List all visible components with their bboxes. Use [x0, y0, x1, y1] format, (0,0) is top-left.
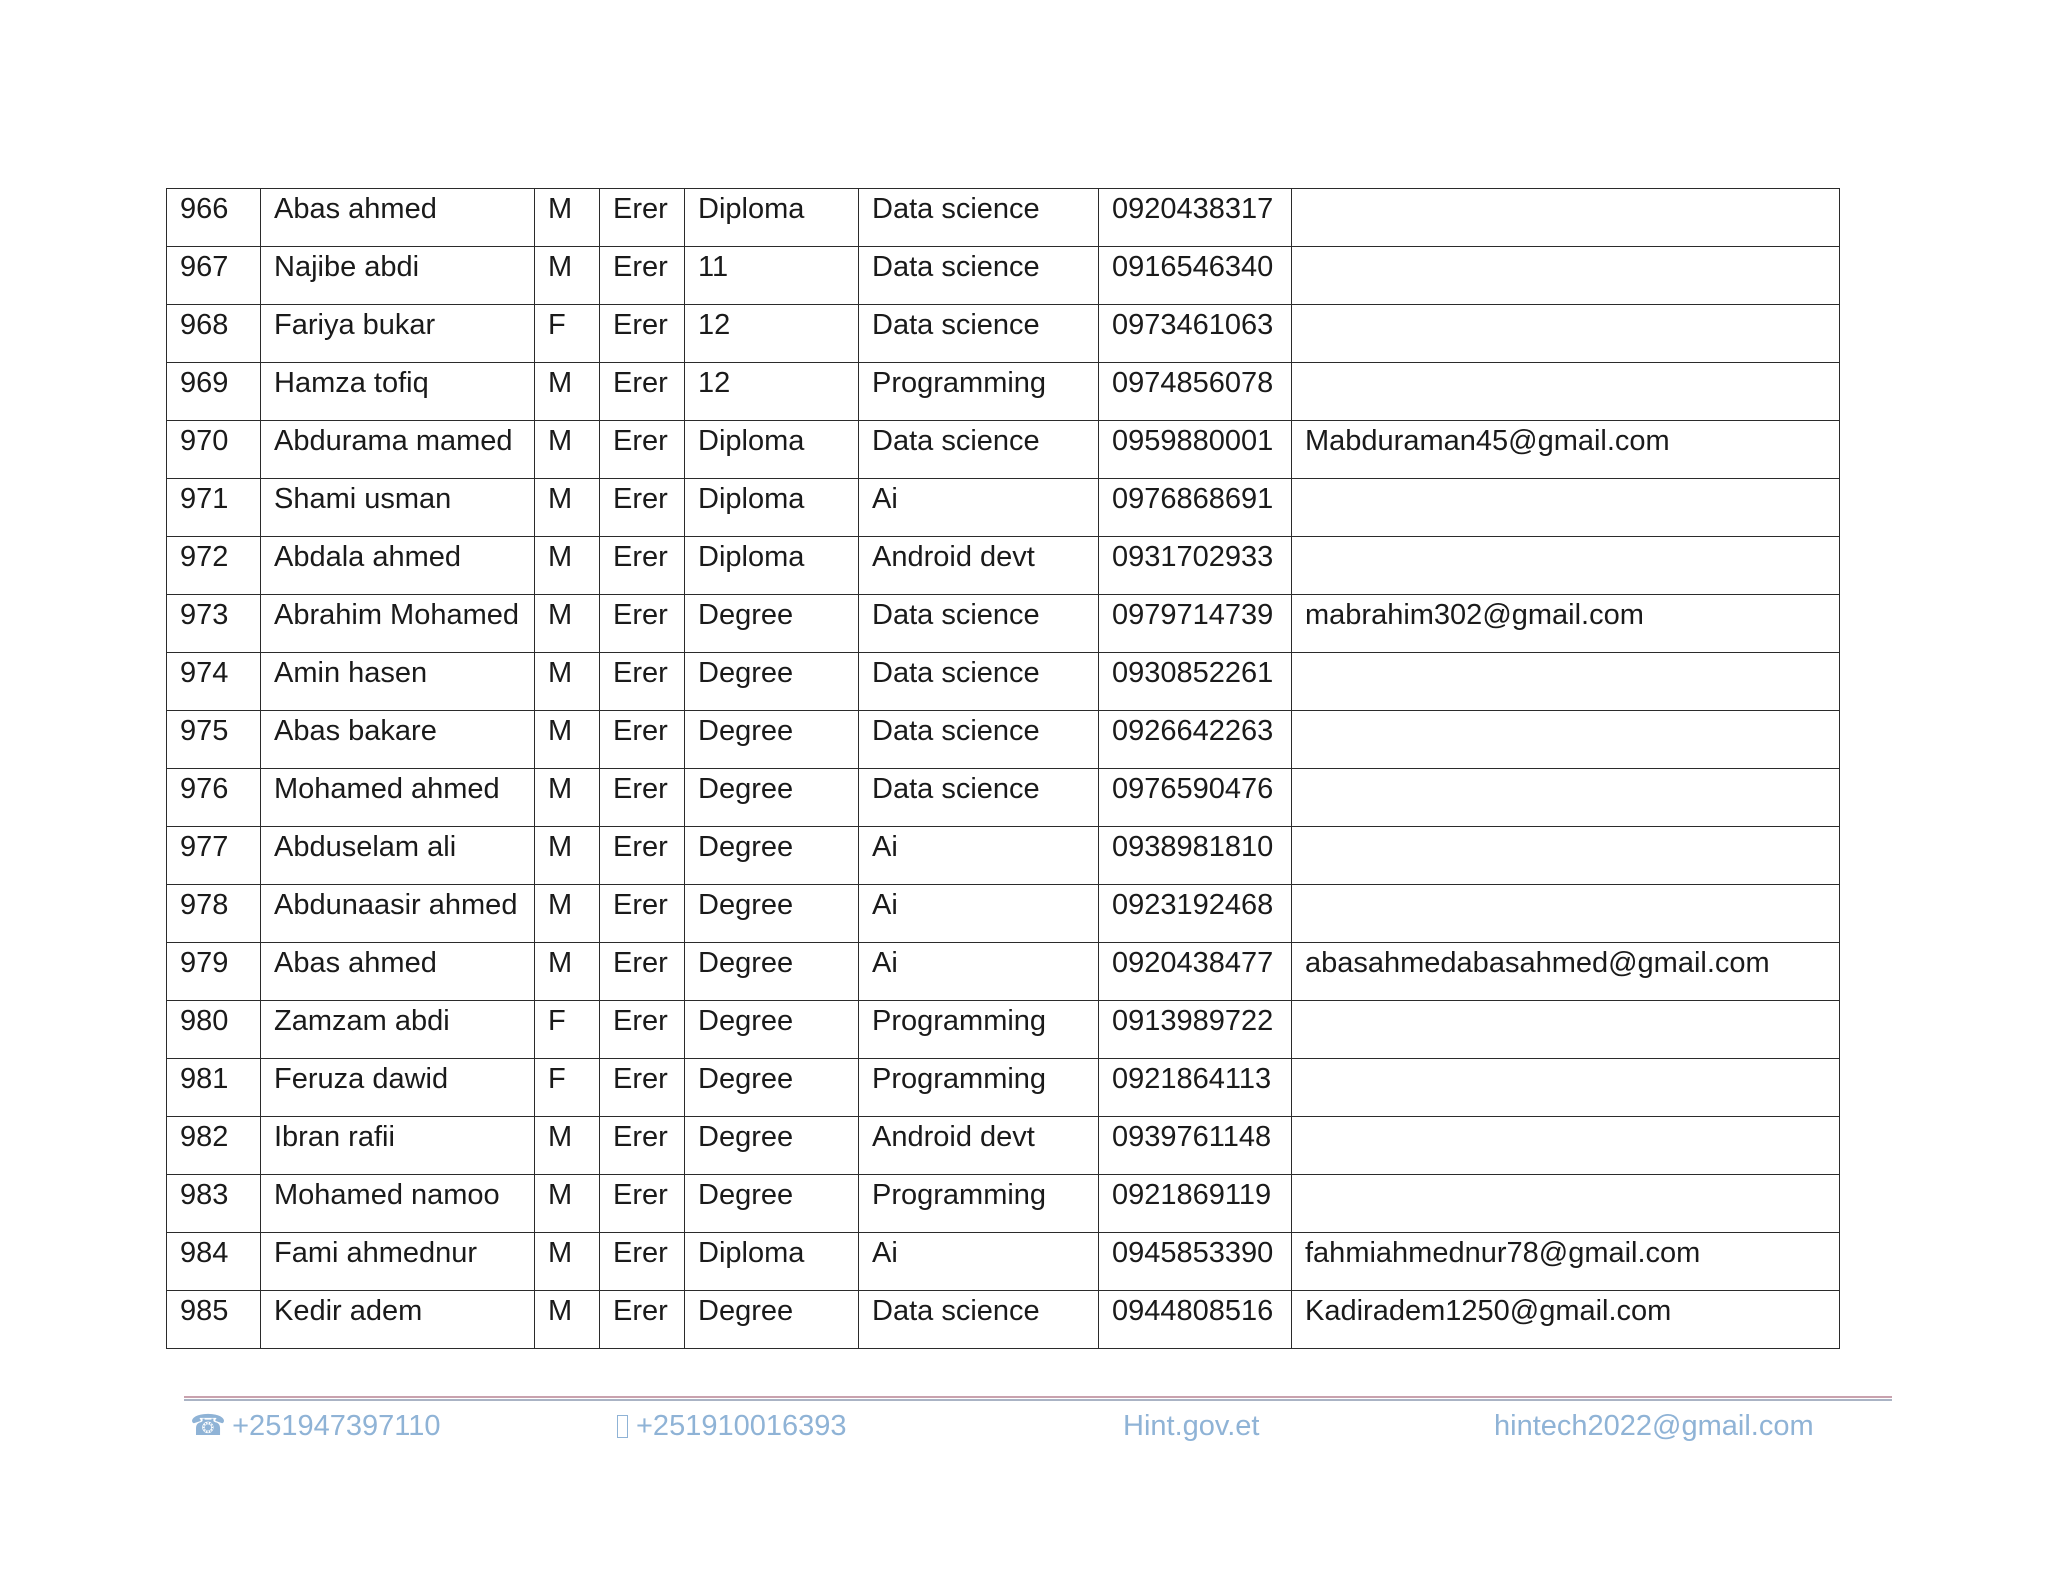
cell-location: Erer — [600, 595, 685, 653]
cell-education-level: 11 — [685, 247, 859, 305]
cell-gender: M — [535, 1291, 600, 1349]
footer-email: hintech2022@gmail.com — [1494, 1410, 1814, 1442]
cell-location: Erer — [600, 421, 685, 479]
cell-phone-number: 0921869119 — [1099, 1175, 1292, 1233]
cell-email — [1292, 363, 1840, 421]
cell-student-name: Mohamed namoo — [261, 1175, 535, 1233]
cell-education-level: 12 — [685, 363, 859, 421]
cell-phone-number: 0959880001 — [1099, 421, 1292, 479]
cell-field: Ai — [859, 827, 1099, 885]
phone-icon: ☎ — [190, 1410, 227, 1442]
cell-field: Data science — [859, 305, 1099, 363]
cell-phone-number: 0931702933 — [1099, 537, 1292, 595]
cell-field: Data science — [859, 189, 1099, 247]
cell-location: Erer — [600, 943, 685, 1001]
cell-gender: M — [535, 827, 600, 885]
cell-row-number: 983 — [167, 1175, 261, 1233]
cell-education-level: Diploma — [685, 189, 859, 247]
cell-phone-number: 0974856078 — [1099, 363, 1292, 421]
cell-row-number: 969 — [167, 363, 261, 421]
cell-student-name: Fami ahmednur — [261, 1233, 535, 1291]
cell-student-name: Feruza dawid — [261, 1059, 535, 1117]
cell-email — [1292, 885, 1840, 943]
cell-row-number: 985 — [167, 1291, 261, 1349]
cell-education-level: Degree — [685, 1291, 859, 1349]
table-row — [167, 189, 1840, 247]
cell-email — [1292, 711, 1840, 769]
cell-education-level: Degree — [685, 1117, 859, 1175]
cell-gender: M — [535, 421, 600, 479]
footer-phone-1 — [190, 1406, 440, 1446]
cell-gender: M — [535, 1233, 600, 1291]
cell-field: Android devt — [859, 1117, 1099, 1175]
student-records-table — [166, 188, 1840, 1349]
cell-gender: M — [535, 189, 600, 247]
cell-student-name: Abas bakare — [261, 711, 535, 769]
cell-education-level: Degree — [685, 653, 859, 711]
cell-field: Android devt — [859, 537, 1099, 595]
cell-education-level: 12 — [685, 305, 859, 363]
cell-phone-number: 0939761148 — [1099, 1117, 1292, 1175]
cell-location: Erer — [600, 1291, 685, 1349]
cell-student-name: Abrahim Mohamed — [261, 595, 535, 653]
cell-gender: F — [535, 305, 600, 363]
cell-student-name: Abduselam ali — [261, 827, 535, 885]
cell-row-number: 967 — [167, 247, 261, 305]
cell-student-name: Zamzam abdi — [261, 1001, 535, 1059]
table-row — [167, 537, 1840, 595]
cell-field: Data science — [859, 247, 1099, 305]
cell-gender: F — [535, 1001, 600, 1059]
cell-location: Erer — [600, 363, 685, 421]
cell-student-name: Abdunaasir ahmed — [261, 885, 535, 943]
cell-gender: M — [535, 653, 600, 711]
cell-student-name: Abdurama mamed — [261, 421, 535, 479]
cell-email — [1292, 653, 1840, 711]
table-row — [167, 247, 1840, 305]
cell-phone-number: 0916546340 — [1099, 247, 1292, 305]
table-body — [167, 189, 1840, 1349]
cell-education-level: Degree — [685, 769, 859, 827]
cell-location: Erer — [600, 885, 685, 943]
cell-gender: M — [535, 1117, 600, 1175]
cell-field: Programming — [859, 363, 1099, 421]
table-row — [167, 479, 1840, 537]
cell-gender: M — [535, 1175, 600, 1233]
cell-row-number: 981 — [167, 1059, 261, 1117]
footer-phone-2-number: +251910016393 — [636, 1410, 847, 1442]
cell-email — [1292, 1059, 1840, 1117]
cell-location: Erer — [600, 653, 685, 711]
cell-field: Programming — [859, 1175, 1099, 1233]
cell-gender: M — [535, 885, 600, 943]
cell-phone-number: 0930852261 — [1099, 653, 1292, 711]
cell-phone-number: 0920438317 — [1099, 189, 1292, 247]
cell-phone-number: 0945853390 — [1099, 1233, 1292, 1291]
table-row — [167, 1001, 1840, 1059]
cell-email — [1292, 1117, 1840, 1175]
cell-row-number: 966 — [167, 189, 261, 247]
cell-field: Programming — [859, 1001, 1099, 1059]
cell-field: Data science — [859, 653, 1099, 711]
cell-row-number: 978 — [167, 885, 261, 943]
table-row — [167, 1117, 1840, 1175]
footer-website: Hint.gov.et — [1123, 1410, 1260, 1442]
cell-gender: M — [535, 769, 600, 827]
cell-row-number: 980 — [167, 1001, 261, 1059]
cell-row-number: 977 — [167, 827, 261, 885]
table-row — [167, 305, 1840, 363]
cell-student-name: Shami usman — [261, 479, 535, 537]
cell-phone-number: 0923192468 — [1099, 885, 1292, 943]
cell-student-name: Ibran rafii — [261, 1117, 535, 1175]
cell-field: Ai — [859, 479, 1099, 537]
cell-email: mabrahim302@gmail.com — [1292, 595, 1840, 653]
cell-education-level: Diploma — [685, 421, 859, 479]
cell-phone-number: 0976868691 — [1099, 479, 1292, 537]
cell-field: Data science — [859, 421, 1099, 479]
cell-location: Erer — [600, 1175, 685, 1233]
cell-email: fahmiahmednur78@gmail.com — [1292, 1233, 1840, 1291]
cell-gender: M — [535, 595, 600, 653]
cell-education-level: Degree — [685, 711, 859, 769]
cell-education-level: Degree — [685, 1059, 859, 1117]
table-row — [167, 421, 1840, 479]
cell-row-number: 968 — [167, 305, 261, 363]
cell-education-level: Degree — [685, 595, 859, 653]
table-row — [167, 595, 1840, 653]
cell-gender: M — [535, 247, 600, 305]
cell-email: Kadiradem1250@gmail.com — [1292, 1291, 1840, 1349]
footer-divider — [184, 1396, 1892, 1401]
table-row — [167, 827, 1840, 885]
table-row — [167, 885, 1840, 943]
cell-row-number: 982 — [167, 1117, 261, 1175]
cell-student-name: Kedir adem — [261, 1291, 535, 1349]
cell-gender: M — [535, 711, 600, 769]
cell-education-level: Degree — [685, 1001, 859, 1059]
cell-row-number: 976 — [167, 769, 261, 827]
cell-location: Erer — [600, 769, 685, 827]
cell-student-name: Najibe abdi — [261, 247, 535, 305]
cell-gender: F — [535, 1059, 600, 1117]
cell-email — [1292, 537, 1840, 595]
cell-phone-number: 0921864113 — [1099, 1059, 1292, 1117]
table-row — [167, 1291, 1840, 1349]
cell-phone-number: 0973461063 — [1099, 305, 1292, 363]
cell-phone-number: 0979714739 — [1099, 595, 1292, 653]
cell-gender: M — [535, 537, 600, 595]
cell-phone-number: 0926642263 — [1099, 711, 1292, 769]
cell-email — [1292, 189, 1840, 247]
cell-phone-number: 0938981810 — [1099, 827, 1292, 885]
cell-email — [1292, 247, 1840, 305]
cell-location: Erer — [600, 247, 685, 305]
cell-gender: M — [535, 479, 600, 537]
cell-field: Ai — [859, 1233, 1099, 1291]
cell-location: Erer — [600, 479, 685, 537]
cell-student-name: Hamza tofiq — [261, 363, 535, 421]
cell-field: Data science — [859, 1291, 1099, 1349]
cell-education-level: Diploma — [685, 1233, 859, 1291]
cell-location: Erer — [600, 305, 685, 363]
cell-row-number: 979 — [167, 943, 261, 1001]
cell-field: Programming — [859, 1059, 1099, 1117]
cell-row-number: 972 — [167, 537, 261, 595]
cell-phone-number: 0913989722 — [1099, 1001, 1292, 1059]
cell-student-name: Abas ahmed — [261, 943, 535, 1001]
cell-phone-number: 0944808516 — [1099, 1291, 1292, 1349]
cell-student-name: Abas ahmed — [261, 189, 535, 247]
cell-education-level: Degree — [685, 943, 859, 1001]
cell-field: Data science — [859, 595, 1099, 653]
cell-email — [1292, 769, 1840, 827]
cell-phone-number: 0920438477 — [1099, 943, 1292, 1001]
footer-phone-1-number: +251947397110 — [232, 1410, 441, 1442]
cell-row-number: 984 — [167, 1233, 261, 1291]
cell-student-name: Amin hasen — [261, 653, 535, 711]
cell-student-name: Fariya bukar — [261, 305, 535, 363]
cell-location: Erer — [600, 1059, 685, 1117]
table-row — [167, 1059, 1840, 1117]
cell-field: Data science — [859, 769, 1099, 827]
cell-education-level: Degree — [685, 1175, 859, 1233]
cell-education-level: Degree — [685, 885, 859, 943]
cell-row-number: 971 — [167, 479, 261, 537]
cell-field: Ai — [859, 885, 1099, 943]
table-row — [167, 653, 1840, 711]
cell-email — [1292, 305, 1840, 363]
cell-email — [1292, 479, 1840, 537]
cell-gender: M — [535, 363, 600, 421]
cell-student-name: Mohamed ahmed — [261, 769, 535, 827]
cell-field: Ai — [859, 943, 1099, 1001]
cell-location: Erer — [600, 1233, 685, 1291]
table-row — [167, 769, 1840, 827]
cell-location: Erer — [600, 1117, 685, 1175]
table-row — [167, 1175, 1840, 1233]
cell-gender: M — [535, 943, 600, 1001]
missing-glyph-icon — [617, 1415, 628, 1438]
cell-education-level: Diploma — [685, 479, 859, 537]
cell-field: Data science — [859, 711, 1099, 769]
cell-location: Erer — [600, 711, 685, 769]
cell-location: Erer — [600, 537, 685, 595]
cell-email — [1292, 1175, 1840, 1233]
cell-row-number: 973 — [167, 595, 261, 653]
footer-phone-2 — [617, 1406, 846, 1446]
cell-email: Mabduraman45@gmail.com — [1292, 421, 1840, 479]
cell-row-number: 974 — [167, 653, 261, 711]
cell-email — [1292, 827, 1840, 885]
cell-email: abasahmedabasahmed@gmail.com — [1292, 943, 1840, 1001]
cell-row-number: 975 — [167, 711, 261, 769]
table-row — [167, 711, 1840, 769]
cell-location: Erer — [600, 189, 685, 247]
cell-education-level: Degree — [685, 827, 859, 885]
cell-row-number: 970 — [167, 421, 261, 479]
table-row — [167, 363, 1840, 421]
table-row — [167, 943, 1840, 1001]
cell-location: Erer — [600, 1001, 685, 1059]
cell-email — [1292, 1001, 1840, 1059]
cell-student-name: Abdala ahmed — [261, 537, 535, 595]
cell-location: Erer — [600, 827, 685, 885]
cell-education-level: Diploma — [685, 537, 859, 595]
table-row — [167, 1233, 1840, 1291]
cell-phone-number: 0976590476 — [1099, 769, 1292, 827]
